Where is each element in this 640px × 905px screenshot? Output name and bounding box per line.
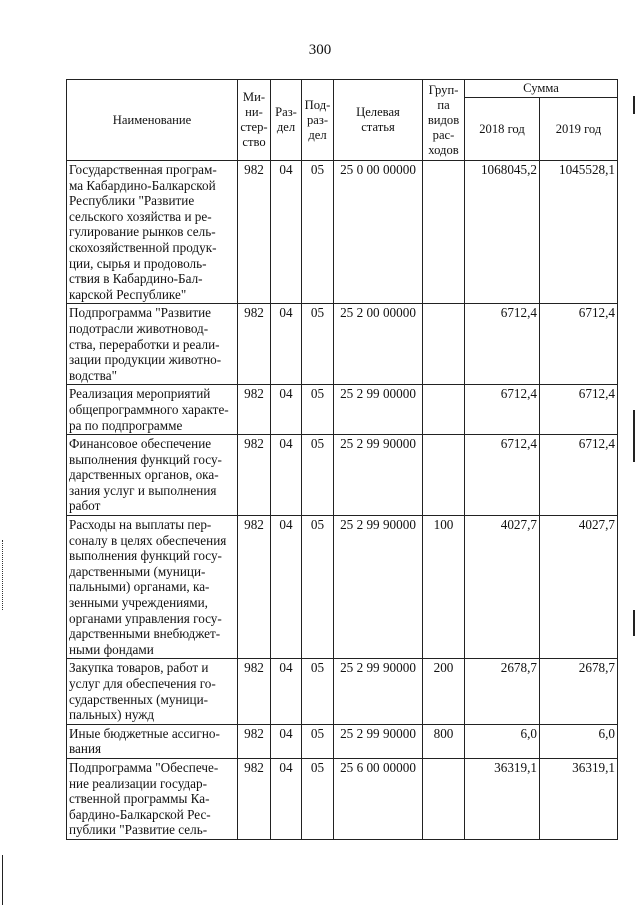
cell-y2019: 6,0: [540, 724, 618, 758]
cell-target: 25 2 99 90000: [334, 435, 423, 516]
cell-group: 200: [423, 659, 465, 724]
cell-y2019: 2678,7: [540, 659, 618, 724]
cell-target: 25 2 00 00000: [334, 304, 423, 385]
cell-section: 04: [271, 724, 302, 758]
cell-ministry: 982: [238, 724, 271, 758]
cell-group: [423, 161, 465, 304]
cell-target: 25 2 99 00000: [334, 385, 423, 435]
cell-name: Подпрограмма "Развитие подотрасли животновод- ства, переработки и реали- зации продукции животно- водства": [67, 304, 238, 385]
header-sum: Сумма: [465, 80, 618, 98]
cell-name: Государственная програм- ма Кабардино-Балкарской Республики "Развитие сельского хозяйства и ре- гулирование рынков сель- скохозяйственной продук- ции, сырья и продоволь- ствия в Кабардино-Бал- карской Республике": [67, 161, 238, 304]
header-year-2019: 2019 год: [540, 98, 618, 161]
cell-subsection: 05: [302, 516, 334, 659]
table-row: [67, 385, 618, 435]
cell-name: Подпрограмма "Обеспече- ние реализации государ- ственной программы Ка- бардино-Балкарской Рес- публики "Развитие сель-: [67, 758, 238, 839]
cell-subsection: 05: [302, 161, 334, 304]
cell-y2019: 4027,7: [540, 516, 618, 659]
cell-name: Реализация мероприятий общепрограммного характе- ра по подпрограмме: [67, 385, 238, 435]
margin-rule: [633, 410, 635, 462]
margin-mark: [2, 540, 4, 610]
cell-y2018: 36319,1: [465, 758, 540, 839]
header-name: Наименование: [67, 80, 238, 161]
cell-y2018: 6712,4: [465, 304, 540, 385]
cell-name: Иные бюджетные ассигно- вания: [67, 724, 238, 758]
cell-target: 25 0 00 00000: [334, 161, 423, 304]
cell-ministry: 982: [238, 161, 271, 304]
cell-section: 04: [271, 435, 302, 516]
cell-y2019: 6712,4: [540, 435, 618, 516]
cell-name: Финансовое обеспечение выполнения функций госу- дарственных органов, ока- зания услуг и выполнения работ: [67, 435, 238, 516]
margin-rule: [2, 855, 3, 905]
cell-y2018: 4027,7: [465, 516, 540, 659]
header-row: [67, 80, 618, 98]
table-row: [67, 435, 618, 516]
cell-group: 100: [423, 516, 465, 659]
header-subsection: Под- раз- дел: [302, 80, 334, 161]
cell-section: 04: [271, 385, 302, 435]
cell-y2018: 2678,7: [465, 659, 540, 724]
cell-ministry: 982: [238, 659, 271, 724]
cell-section: 04: [271, 758, 302, 839]
cell-subsection: 05: [302, 659, 334, 724]
table-row: [67, 758, 618, 839]
cell-y2019: 6712,4: [540, 304, 618, 385]
cell-y2018: 6,0: [465, 724, 540, 758]
cell-ministry: 982: [238, 758, 271, 839]
cell-y2019: 1045528,1: [540, 161, 618, 304]
cell-section: 04: [271, 516, 302, 659]
cell-target: 25 2 99 90000: [334, 659, 423, 724]
table-body: [67, 161, 618, 840]
header-target: Целевая статья: [334, 80, 423, 161]
header-year-2018: 2018 год: [465, 98, 540, 161]
cell-name: Расходы на выплаты пер- соналу в целях обеспечения выполнения функций госу- дарственными (муници- пальными) органами, ка- зенными учреждениями, органами управления госу- дарственными внебюджет- ными фондами: [67, 516, 238, 659]
cell-group: [423, 758, 465, 839]
header-group: Груп- па видов рас- ходов: [423, 80, 465, 161]
cell-subsection: 05: [302, 385, 334, 435]
cell-group: [423, 385, 465, 435]
cell-section: 04: [271, 161, 302, 304]
page-number: 300: [308, 42, 332, 58]
cell-target: 25 2 99 90000: [334, 724, 423, 758]
cell-subsection: 05: [302, 304, 334, 385]
cell-y2018: 1068045,2: [465, 161, 540, 304]
budget-table: [66, 79, 618, 840]
cell-group: [423, 304, 465, 385]
cell-y2019: 36319,1: [540, 758, 618, 839]
cell-ministry: 982: [238, 435, 271, 516]
cell-ministry: 982: [238, 304, 271, 385]
cell-subsection: 05: [302, 724, 334, 758]
cell-ministry: 982: [238, 516, 271, 659]
table-row: [67, 516, 618, 659]
table-row: [67, 724, 618, 758]
table-row: [67, 161, 618, 304]
cell-section: 04: [271, 659, 302, 724]
cell-target: 25 2 99 90000: [334, 516, 423, 659]
header-ministry: Ми- ни- стер- ство: [238, 80, 271, 161]
table-row: [67, 659, 618, 724]
cell-ministry: 982: [238, 385, 271, 435]
cell-y2018: 6712,4: [465, 385, 540, 435]
cell-subsection: 05: [302, 758, 334, 839]
header-section: Раз- дел: [271, 80, 302, 161]
cell-group: 800: [423, 724, 465, 758]
cell-group: [423, 435, 465, 516]
cell-name: Закупка товаров, работ и услуг для обеспечения го- сударственных (муници- пальных) нужд: [67, 659, 238, 724]
cell-y2018: 6712,4: [465, 435, 540, 516]
cell-target: 25 6 00 00000: [334, 758, 423, 839]
cell-y2019: 6712,4: [540, 385, 618, 435]
margin-rule: [633, 610, 635, 636]
cell-subsection: 05: [302, 435, 334, 516]
cell-section: 04: [271, 304, 302, 385]
table-row: [67, 304, 618, 385]
margin-rule: [633, 96, 635, 114]
